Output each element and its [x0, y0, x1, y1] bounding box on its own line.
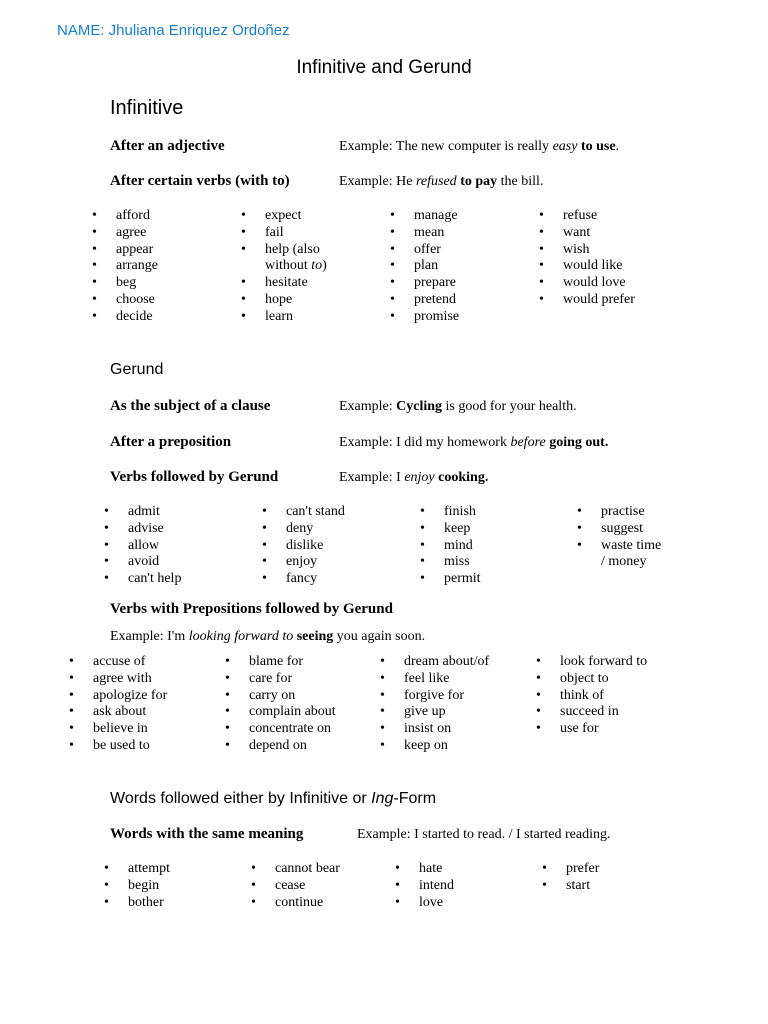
list-item: • can't help [104, 571, 182, 587]
list-item-continuation: without to) [265, 258, 327, 274]
list-item: • blame for [225, 654, 304, 669]
list-item: • would like [539, 258, 623, 274]
either-list-2 [251, 861, 340, 911]
list-item: • prefer [542, 861, 600, 876]
either-list-1 [104, 861, 170, 911]
list-item: • love [395, 894, 444, 910]
page-title: Infinitive and Gerund [296, 57, 472, 78]
gerund-verbs-list-4 [577, 504, 661, 571]
list-item: • keep [420, 520, 471, 536]
gerund-verbs-list-3 [420, 504, 481, 588]
infinitive-rule-adjective: After an adjective [110, 138, 225, 154]
list-item: • accuse of [69, 654, 146, 669]
list-item: • hope [241, 291, 293, 307]
list-item: • pretend [390, 291, 456, 307]
list-item: • refuse [539, 208, 598, 223]
list-item-continuation: / money [601, 554, 647, 570]
list-item: • suggest [577, 520, 643, 536]
list-item: • mind [420, 537, 473, 553]
list-item: • learn [241, 308, 293, 324]
infinitive-rule-verbs: After certain verbs (with to) [110, 173, 290, 189]
prepositions-list-3 [380, 654, 489, 755]
list-item: • cease [251, 877, 306, 893]
list-item: • dislike [262, 537, 324, 553]
either-heading: Words followed either by Infinitive or Ing-Form [110, 790, 437, 807]
gerund-heading: Gerund [110, 361, 164, 378]
list-item: • afford [92, 208, 150, 223]
list-item: • deny [262, 520, 314, 536]
list-item: • want [539, 224, 591, 240]
list-item: • apologize for [69, 687, 168, 703]
infinitive-verbs-list-2 [241, 208, 327, 326]
list-item: • fancy [262, 571, 318, 587]
list-item: • complain about [225, 704, 336, 720]
list-item: • think of [536, 687, 604, 703]
list-item: • would prefer [539, 291, 635, 307]
infinitive-heading: Infinitive [110, 97, 184, 119]
list-item: • intend [395, 877, 454, 893]
gerund-verbs-list-2 [262, 504, 345, 588]
list-item: • care for [225, 670, 293, 686]
list-item: • appear [92, 241, 154, 257]
gerund-rule-subject: As the subject of a clause [110, 398, 271, 414]
list-item: • succeed in [536, 704, 619, 720]
list-item: • ask about [69, 704, 147, 720]
infinitive-example-adjective: Example: The new computer is really easy to use. [339, 139, 620, 154]
infinitive-verbs-list-1 [92, 208, 158, 326]
list-item: • start [542, 877, 591, 893]
prepositions-list-2 [225, 654, 336, 755]
gerund-example-preposition: Example: I did my homework before going out. [339, 435, 609, 450]
list-item: • be used to [69, 737, 150, 753]
list-item: • finish [420, 504, 476, 519]
list-item: • mean [390, 224, 445, 240]
gerund-example-verbs: Example: I enjoy cooking. [339, 470, 489, 485]
student-name: NAME: Jhuliana Enriquez Ordoñez [57, 22, 290, 39]
list-item: • expect [241, 208, 302, 223]
either-list-4 [542, 861, 599, 895]
list-item: • would love [539, 275, 626, 291]
list-item: • choose [92, 291, 155, 307]
list-item: • can't stand [262, 504, 345, 519]
list-item: • dream about/of [380, 654, 490, 669]
infinitive-example-verbs: Example: He refused to pay the bill. [339, 174, 544, 189]
list-item: • help (also [241, 241, 320, 257]
prepositions-example: Example: I'm looking forward to seeing you again soon. [110, 629, 426, 644]
gerund-example-subject: Example: Cycling is good for your health. [339, 399, 577, 414]
either-rule-same-meaning: Words with the same meaning [110, 826, 304, 842]
prepositions-list-4 [536, 654, 647, 738]
list-item: • wish [539, 241, 590, 257]
list-item: • cannot bear [251, 861, 340, 876]
list-item: • avoid [104, 554, 160, 570]
list-item: • beg [92, 275, 137, 291]
list-item: • agree [92, 224, 147, 240]
list-item: • prepare [390, 275, 456, 291]
prepositions-rule: Verbs with Prepositions followed by Gerund [110, 601, 393, 617]
list-item: • forgive for [380, 687, 464, 703]
list-item: • carry on [225, 687, 296, 703]
list-item: • practise [577, 504, 645, 519]
list-item: • keep on [380, 737, 448, 753]
list-item: • believe in [69, 721, 148, 737]
list-item: • bother [104, 894, 164, 910]
either-list-3 [395, 861, 454, 911]
list-item: • admit [104, 504, 160, 519]
gerund-rule-preposition: After a preposition [110, 434, 232, 450]
list-item: • offer [390, 241, 441, 257]
infinitive-verbs-list-3 [390, 208, 459, 326]
list-item: • begin [104, 877, 160, 893]
list-item: • depend on [225, 737, 307, 753]
list-item: • advise [104, 520, 164, 536]
list-item: • arrange [92, 258, 158, 274]
gerund-rule-verbs: Verbs followed by Gerund [110, 469, 279, 485]
list-item: • look forward to [536, 654, 648, 669]
list-item: • allow [104, 537, 160, 553]
list-item: • agree with [69, 670, 152, 686]
list-item: • object to [536, 670, 609, 686]
list-item: • plan [390, 258, 439, 274]
list-item: • waste time [577, 537, 662, 553]
list-item: • manage [390, 208, 458, 223]
list-item: • hate [395, 861, 443, 876]
list-item: • hesitate [241, 275, 308, 291]
list-item: • promise [390, 308, 460, 324]
list-item: • enjoy [262, 554, 318, 570]
list-item: • feel like [380, 670, 450, 686]
list-item: • miss [420, 554, 470, 570]
list-item: • concentrate on [225, 721, 332, 737]
list-item: • continue [251, 894, 324, 910]
either-example-same-meaning: Example: I started to read. / I started reading. [357, 827, 611, 842]
list-item: • use for [536, 721, 599, 737]
infinitive-verbs-list-4 [539, 208, 635, 309]
list-item: • insist on [380, 721, 452, 737]
list-item: • give up [380, 704, 446, 720]
list-item: • permit [420, 571, 481, 587]
prepositions-list-1 [69, 654, 167, 755]
list-item: • decide [92, 308, 153, 324]
list-item: • attempt [104, 861, 170, 876]
gerund-verbs-list-1 [104, 504, 181, 588]
list-item: • fail [241, 224, 284, 240]
